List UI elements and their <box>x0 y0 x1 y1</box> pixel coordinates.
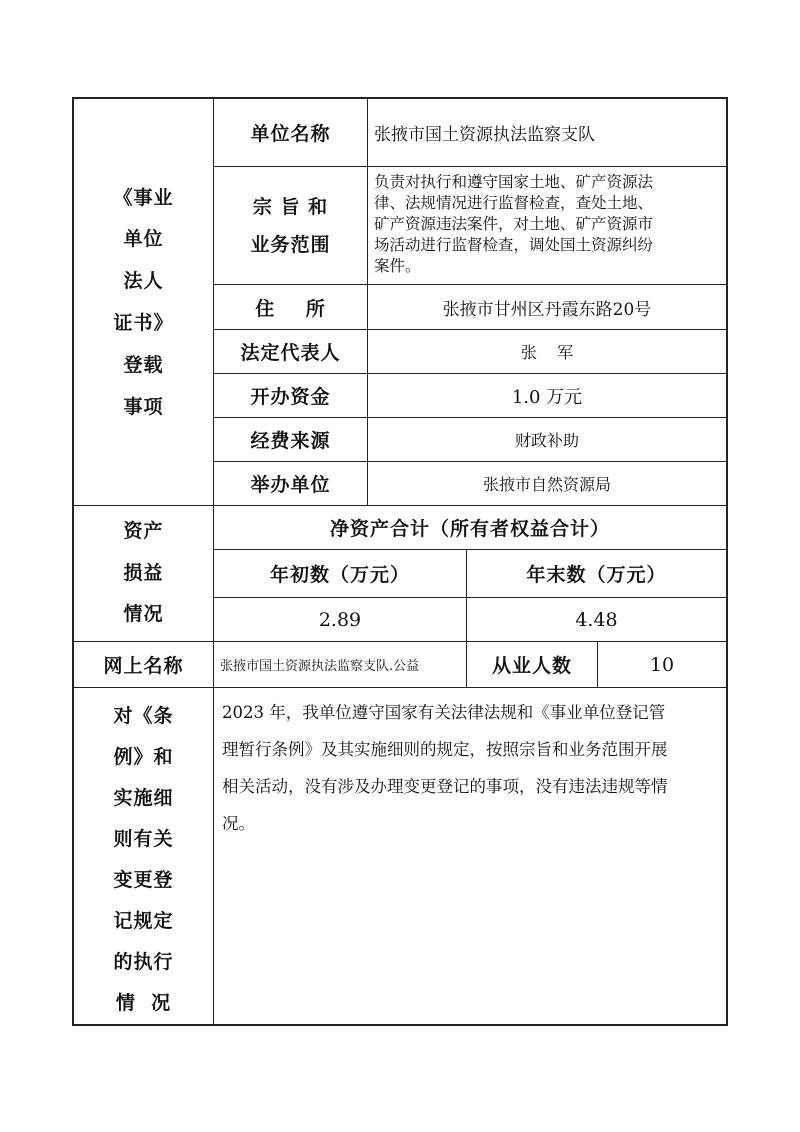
purpose-line: 矿产资源违法案件，对土地、矿产资源市 <box>374 215 654 233</box>
execution-section-label <box>74 688 213 1024</box>
assets-label-line: 损益 <box>123 561 164 584</box>
net-assets-header: 净资产合计（所有者权益合计） <box>329 518 610 540</box>
assets-section-label <box>74 506 213 641</box>
sponsor-label: 举办单位 <box>250 474 331 496</box>
reg-label-line: 《事业 <box>113 186 174 209</box>
border-right <box>726 97 728 1026</box>
purpose-line: 案件。 <box>374 257 421 275</box>
execution-line: 况。 <box>222 814 255 833</box>
exec-label-line: 变更登 <box>113 869 174 891</box>
purpose-line: 律、法规情况进行监督检查，查处土地、 <box>374 194 654 212</box>
exec-label-line: 对《条 <box>113 705 174 727</box>
purpose-line: 场活动进行监督检查，调处国土资源纠纷 <box>374 236 654 254</box>
exec-label-line: 实施细 <box>113 787 174 809</box>
exec-label-line: 则有关 <box>113 828 174 850</box>
reg-label-line: 事项 <box>123 395 164 418</box>
legal-rep-label: 法定代表人 <box>240 342 341 364</box>
purpose-scope-value <box>374 172 726 282</box>
reg-label-line: 证书》 <box>113 312 174 334</box>
end-year-value: 4.48 <box>575 608 618 631</box>
reg-label-line: 单位 <box>123 228 164 251</box>
address-value: 张掖市甘州区丹霞东路20号 <box>442 299 652 320</box>
reg-label-line: 登载 <box>123 353 164 376</box>
legal-rep-value: 张 军 <box>520 343 574 362</box>
execution-text <box>222 694 724 1014</box>
purpose-label-line: 业务范围 <box>250 233 331 256</box>
assets-label-line: 资产 <box>123 519 164 542</box>
border-bottom <box>72 1024 728 1026</box>
execution-line: 2023 年，我单位遵守国家有关法律法规和《事业单位登记管 <box>222 703 666 722</box>
purpose-line: 负责对执行和遵守国家土地、矿产资源法 <box>374 173 654 191</box>
funding-label: 经费来源 <box>250 430 331 452</box>
exec-label-line: 情 况 <box>115 992 172 1014</box>
sponsor-value: 张掖市自然资源局 <box>482 475 611 494</box>
funding-value: 财政补助 <box>514 431 579 450</box>
exec-label-line: 的执行 <box>113 951 174 973</box>
purpose-label-line: 宗 旨 和 <box>252 195 329 218</box>
assets-label-line: 情况 <box>123 603 164 626</box>
execution-line: 理暂行条例》及其实施细则的规定，按照宗旨和业务范围开展 <box>222 740 668 759</box>
begin-year-label: 年初数（万元） <box>269 564 410 586</box>
registration-section-label <box>74 178 213 428</box>
unit-name-value: 张掖市国土资源执法监察支队 <box>374 125 595 145</box>
address-label: 住 所 <box>255 297 326 320</box>
exec-label-line: 记规定 <box>113 910 174 932</box>
staff-count-label: 从业人数 <box>491 655 572 677</box>
online-name-label: 网上名称 <box>103 655 184 677</box>
purpose-scope-label <box>214 167 367 284</box>
staff-count-value: 10 <box>649 653 675 676</box>
capital-value: 1.0 万元 <box>511 386 583 408</box>
unit-name-label: 单位名称 <box>250 123 331 145</box>
begin-year-value: 2.89 <box>318 608 362 631</box>
exec-label-line: 例》和 <box>113 746 174 768</box>
online-name-value: 张掖市国土资源执法监察支队.公益 <box>220 659 420 674</box>
execution-line: 相关活动，没有涉及办理变更登记的事项，没有违法违规等情 <box>222 777 668 796</box>
capital-label: 开办资金 <box>250 386 331 408</box>
end-year-label: 年末数（万元） <box>526 564 667 586</box>
reg-label-line: 法人 <box>123 270 164 293</box>
